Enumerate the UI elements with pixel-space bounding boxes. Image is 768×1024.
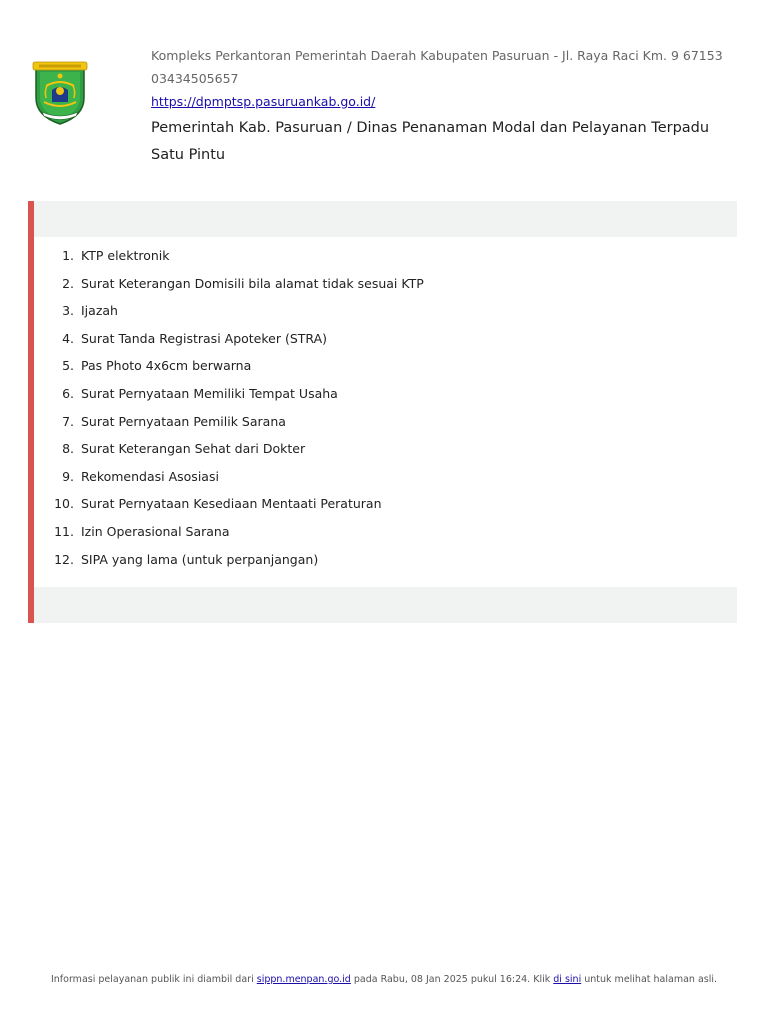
list-item-text: Ijazah xyxy=(81,303,118,319)
page-header xyxy=(0,0,768,180)
list-item-text: Izin Operasional Sarana xyxy=(81,523,230,539)
list-item-text: Surat Keterangan Domisili bila alamat tidak sesuai KTP xyxy=(81,275,424,291)
list-item-text: Surat Pernyataan Pemilik Sarana xyxy=(81,413,286,429)
list-item-number: 7. xyxy=(62,413,74,429)
agency-name xyxy=(151,115,741,169)
list-item-number: 11. xyxy=(54,523,74,539)
list-item-number: 9. xyxy=(62,468,74,484)
requirements-panel xyxy=(28,201,737,623)
list-item-number: 10. xyxy=(54,496,74,512)
list-item-text: Pas Photo 4x6cm berwarna xyxy=(81,358,252,374)
list-item-text: KTP elektronik xyxy=(81,248,170,263)
kabupaten-pasuruan-emblem-icon xyxy=(30,58,90,126)
list-item-number: 5. xyxy=(62,358,74,374)
agency-name-line1: Pemerintah Kab. Pasuruan / Dinas Penanaman Modal dan Pelayanan Terpadu xyxy=(151,120,710,136)
list-item-number: 8. xyxy=(62,441,74,457)
header-info xyxy=(151,44,741,169)
website-link[interactable]: https://dpmptsp.pasuruankab.go.id/ xyxy=(151,94,376,109)
source-link[interactable]: sippn.menpan.go.id xyxy=(256,974,351,985)
footer-text-after: untuk melihat halaman asli. xyxy=(584,974,718,985)
panel-footer xyxy=(34,587,737,623)
office-phone: 03434505657 xyxy=(151,71,239,86)
panel-header xyxy=(34,201,737,237)
list-item-number: 3. xyxy=(62,303,74,319)
footer-text-before: Informasi pelayanan publik ini diambil dari xyxy=(50,974,254,985)
list-item-text: Surat Pernyataan Kesediaan Mentaati Peraturan xyxy=(81,496,382,512)
list-item-number: 4. xyxy=(62,330,74,346)
original-page-link[interactable]: di sini xyxy=(553,974,582,985)
office-address: Kompleks Perkantoran Pemerintah Daerah Kabupaten Pasuruan - Jl. Raya Raci Km. 9 67153 xyxy=(151,48,723,63)
list-item-text: Surat Keterangan Sehat dari Dokter xyxy=(81,441,306,457)
list-item-number: 12. xyxy=(54,551,74,567)
list-item-text: Surat Pernyataan Memiliki Tempat Usaha xyxy=(81,385,338,401)
list-item-text: Surat Tanda Registrasi Apoteker (STRA) xyxy=(81,330,328,346)
list-item-number: 1. xyxy=(62,248,74,263)
agency-name-line2: Satu Pintu xyxy=(151,147,226,163)
list-item-number: 6. xyxy=(62,385,74,401)
page-footer xyxy=(0,972,768,988)
footer-text-middle: pada Rabu, 08 Jan 2025 pukul 16:24. Klik xyxy=(353,974,551,985)
list-item-text: SIPA yang lama (untuk perpanjangan) xyxy=(81,551,319,567)
list-item-text: Rekomendasi Asosiasi xyxy=(81,468,219,484)
list-item-number: 2. xyxy=(62,275,74,291)
